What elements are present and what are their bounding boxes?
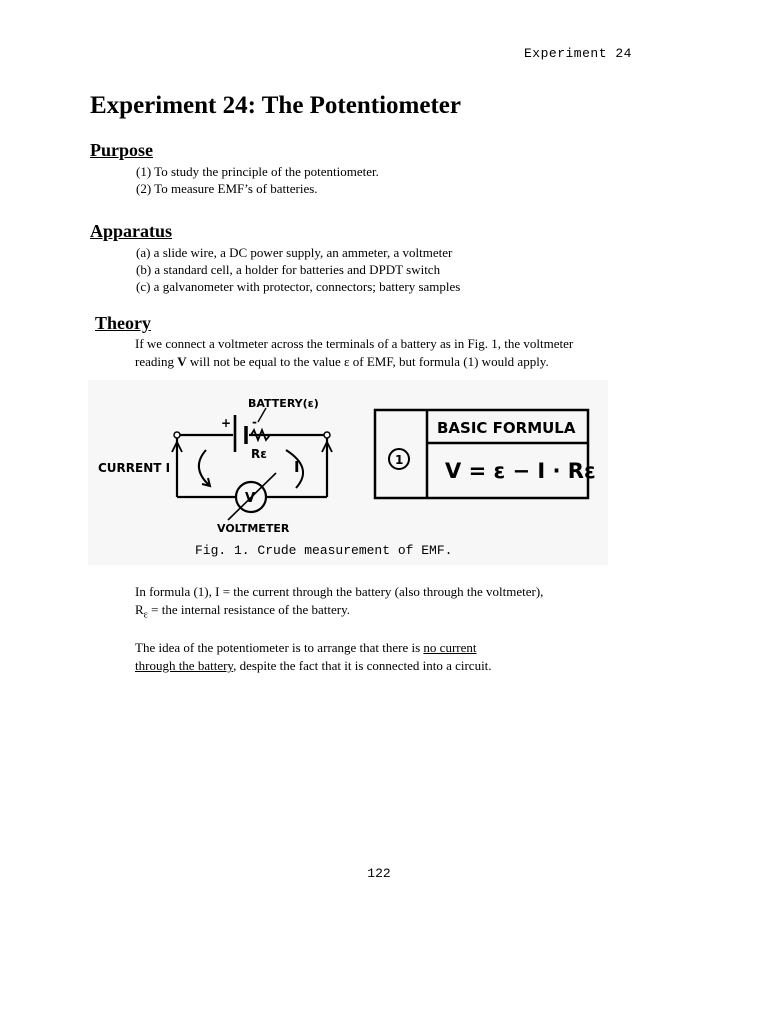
underlined-text: no current [423,640,477,655]
formula-heading: BASIC FORMULA [437,419,576,437]
text-run: , despite the fact that it is connected into a circuit. [233,658,492,673]
subscript: ε [143,609,148,621]
theory-intro [135,335,573,371]
plus-sign: + [221,416,232,430]
voltage-symbol: V [177,354,187,369]
apparatus-list [136,244,460,295]
figure-1 [88,380,608,565]
purpose-heading: Purpose [90,140,153,160]
loop-current-label: I [294,458,300,476]
text-run: reading [135,354,178,369]
theory-heading: Theory [95,313,151,333]
voltmeter-label: VOLTMETER [217,522,290,535]
idea-line [135,639,492,657]
purpose-list [136,163,379,197]
apparatus-heading: Apparatus [90,221,173,241]
internal-resistance-label: Rε [251,447,267,461]
underlined-text: through the battery [135,658,234,673]
current-label: CURRENT I [98,461,171,475]
idea-line [135,657,492,675]
page-number: 122 [367,866,391,881]
running-header: Experiment 24 [524,46,632,61]
battery-label: BATTERY(ε) [248,397,319,410]
formula-number: 1 [395,453,404,467]
formula-note-line: In formula (1), I = the current through the battery (also through the voltmeter), [135,584,544,599]
apparatus-item: (a) a slide wire, a DC power supply, an ammeter, a voltmeter [136,245,453,260]
text-run: The idea of the potentiometer is to arrange that there is [135,640,424,655]
theory-intro-line: If we connect a voltmeter across the terminals of a battery as in Fig. 1, the voltmeter [135,336,574,351]
figure-caption: Fig. 1. Crude measurement of EMF. [195,543,453,558]
formula-note [135,583,543,625]
minus-sign: - [252,415,257,429]
apparatus-item: (c) a galvanometer with protector, connectors; battery samples [136,279,461,294]
voltmeter-symbol: V [245,491,256,506]
terminal-left-icon [174,432,180,438]
basic-formula: V = ε − I · Rε [445,459,596,483]
terminal-right-icon [324,432,330,438]
text-run: will not be equal to the value ε of EMF, but formula (1) would apply. [186,354,549,369]
apparatus-item: (b) a standard cell, a holder for batteries and DPDT switch [136,262,441,277]
text-run: R [135,602,144,617]
purpose-item: (1) To study the principle of the potentiometer. [136,164,379,179]
text-run: = the internal resistance of the battery. [147,602,351,617]
theory-intro-line [135,353,573,371]
page-title: Experiment 24: The Potentiometer [90,92,461,119]
purpose-item: (2) To measure EMF’s of batteries. [136,181,318,196]
formula-note-line [135,601,543,625]
idea-paragraph [135,639,492,675]
